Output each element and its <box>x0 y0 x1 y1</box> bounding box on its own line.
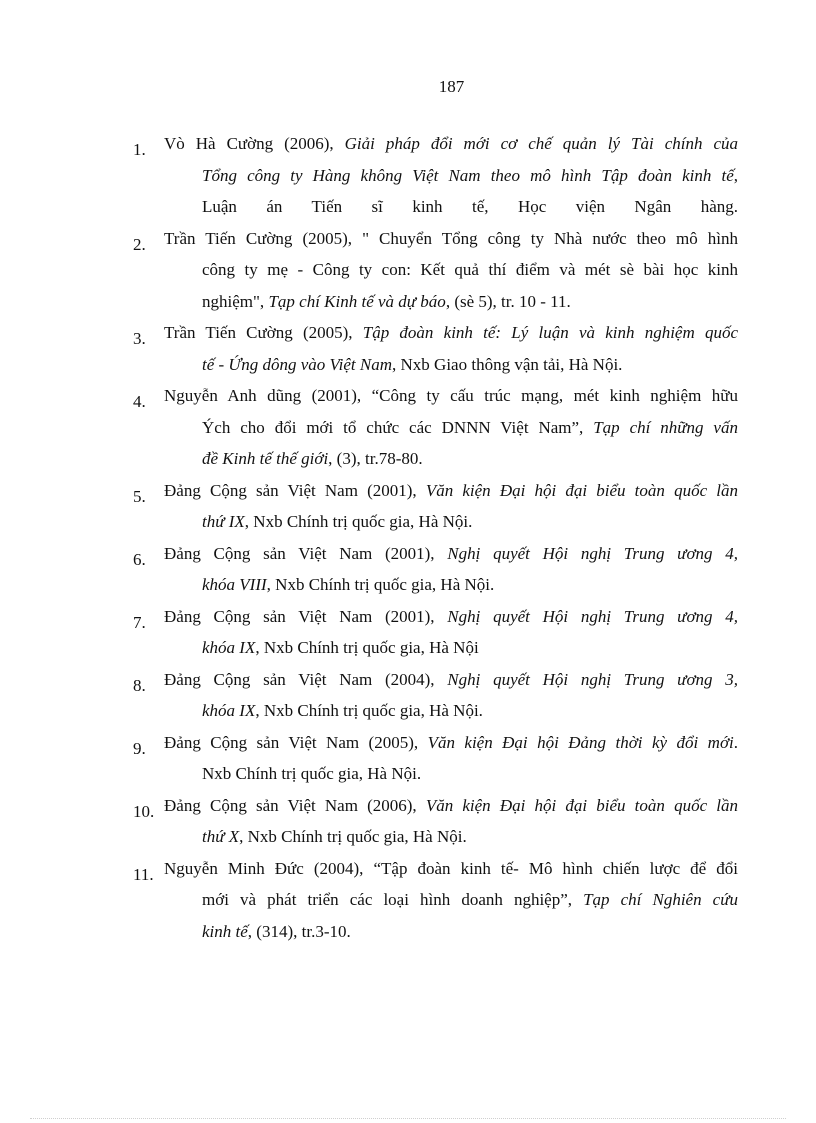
reference-text: , Nxb Chính trị quốc gia, Hà Nội. <box>255 701 483 720</box>
reference-italic-text: Tạp chí những vấn <box>593 417 738 437</box>
reference-body <box>164 538 738 601</box>
reference-text: nghiệm", <box>202 291 269 311</box>
reference-text: , Nxb Chính trị quốc gia, Hà Nội. <box>244 512 473 531</box>
reference-italic-text: tế - Ứng dông vào Việt Nam <box>202 354 393 374</box>
reference-italic-text: khóa VIII <box>202 575 267 594</box>
reference-item <box>0 317 816 380</box>
reference-continuation-line <box>164 254 738 286</box>
reference-number: 10. <box>133 801 155 821</box>
reference-italic-text: Văn kiện Đại hội đại biểu toàn quốc lần <box>425 795 738 815</box>
reference-body <box>164 317 738 380</box>
reference-item <box>0 664 816 727</box>
reference-first-line <box>164 853 738 885</box>
reference-number: 3. <box>133 329 146 348</box>
reference-continuation-line <box>164 191 738 223</box>
reference-italic-text: khóa IX <box>202 638 256 657</box>
reference-italic-text: khóa IX <box>202 701 256 720</box>
reference-item <box>0 475 816 538</box>
reference-text: mới và phát triển các loại hình doanh nghiệp”, <box>202 890 584 909</box>
reference-text: , (314), tr.3-10. <box>247 921 351 941</box>
reference-first-line <box>164 380 738 412</box>
reference-item <box>0 727 816 790</box>
reference-body <box>164 853 738 948</box>
reference-italic-text: Tạp chí Nghiên cứu <box>583 890 738 909</box>
reference-text: . <box>733 732 738 752</box>
reference-body <box>164 790 738 853</box>
reference-continuation-line <box>164 758 738 790</box>
reference-first-line <box>164 475 738 507</box>
reference-list <box>0 128 816 947</box>
reference-italic-text: Tổng công ty Hàng không Việt Nam theo mô hình Tập đoàn kinh tế <box>202 165 734 185</box>
reference-first-line <box>164 128 738 160</box>
reference-italic-text: Văn kiện Đại hội Đảng thời kỳ đổi mới <box>427 732 734 752</box>
page-number: 187 <box>438 77 465 96</box>
reference-continuation-line <box>164 160 738 192</box>
reference-italic-text: đề Kinh tế thế giới <box>202 449 329 468</box>
reference-italic-text: Nghị quyết Hội nghị Trung ương 4, <box>447 606 738 626</box>
reference-italic-text: Nghị quyết Hội nghị Trung ương 3, <box>447 669 738 689</box>
reference-italic-text: Tập đoàn kinh tế: Lý luận và kinh nghiệm quốc <box>362 323 739 342</box>
reference-text: Đảng Cộng sản Việt Nam (2005), <box>164 732 428 752</box>
reference-text: , Nxb Giao thông vận tải, Hà Nội. <box>392 354 623 374</box>
reference-number: 4. <box>133 392 146 411</box>
reference-text: Đảng Cộng sản Việt Nam (2006), <box>164 795 426 815</box>
reference-continuation-line <box>164 916 738 948</box>
reference-continuation-line <box>164 443 738 475</box>
reference-first-line <box>164 664 738 696</box>
reference-continuation-line <box>164 884 738 916</box>
reference-text: , Nxb Chính trị quốc gia, Hà Nội. <box>266 575 495 594</box>
reference-number: 11. <box>133 864 154 884</box>
reference-body <box>164 664 738 727</box>
reference-item <box>0 790 816 853</box>
reference-continuation-line <box>164 569 738 601</box>
reference-number: 1. <box>133 140 146 159</box>
reference-italic-text: Văn kiện Đại hội đại biểu toàn quốc lần <box>425 480 738 500</box>
reference-italic-text: kinh tế <box>202 921 248 941</box>
reference-item <box>0 128 816 223</box>
reference-text: Trần Tiến Cường (2005), <box>164 323 363 342</box>
reference-italic-text: Giải pháp đổi mới cơ chế quản lý Tài chính của <box>344 134 738 153</box>
reference-first-line <box>164 790 738 822</box>
reference-text: , (sè 5), tr. 10 - 11. <box>445 291 571 311</box>
reference-item <box>0 538 816 601</box>
reference-body <box>164 223 738 318</box>
reference-italic-text: thứ IX <box>202 512 245 531</box>
reference-text: Nguyễn Minh Đức (2004), “Tập đoàn kinh tế- Mô hình chiến lược để đổi <box>164 858 738 878</box>
reference-body <box>164 601 738 664</box>
reference-text: Đảng Cộng sản Việt Nam (2004), <box>164 669 448 689</box>
reference-item <box>0 223 816 318</box>
reference-text: , <box>733 165 738 185</box>
reference-text: Ých cho đổi mới tổ chức các DNNN Việt Nam”, <box>202 417 594 437</box>
reference-italic-text: Nghị quyết Hội nghị Trung ương 4, <box>447 543 738 563</box>
reference-text: , Nxb Chính trị quốc gia, Hà Nội <box>255 638 479 657</box>
reference-item <box>0 853 816 948</box>
reference-italic-text: thứ X <box>202 827 240 846</box>
reference-number: 8. <box>133 675 146 695</box>
reference-body <box>164 128 738 223</box>
reference-text: Đảng Cộng sản Việt Nam (2001), <box>164 480 426 500</box>
reference-first-line <box>164 538 738 570</box>
reference-continuation-line <box>164 286 738 318</box>
reference-italic-text: Tạp chí Kinh tế và dự báo <box>268 291 446 311</box>
reference-continuation-line <box>164 695 738 727</box>
reference-body <box>164 475 738 538</box>
reference-continuation-line <box>164 349 738 381</box>
reference-number: 6. <box>133 549 146 569</box>
reference-text: Nguyễn Anh dũng (2001), “Công ty cấu trúc mạng, mét kinh nghiệm hữu <box>164 386 738 405</box>
reference-text: Đảng Cộng sản Việt Nam (2001), <box>164 543 448 563</box>
reference-text: , (3), tr.78-80. <box>328 449 423 468</box>
reference-continuation-line <box>164 412 738 444</box>
reference-text: công ty mẹ - Công ty con: Kết quả thí điểm và mét sè bài học kinh <box>202 260 738 279</box>
reference-first-line <box>164 727 738 759</box>
reference-text: Đảng Cộng sản Việt Nam (2001), <box>164 606 448 626</box>
reference-continuation-line <box>164 632 738 664</box>
reference-text: Trần Tiến Cường (2005), " Chuyển Tổng công ty Nhà nước theo mô hình <box>164 228 738 248</box>
reference-text: Vò Hà Cường (2006), <box>164 134 345 153</box>
reference-first-line <box>164 317 738 349</box>
reference-body <box>164 380 738 475</box>
reference-number: 7. <box>133 612 146 632</box>
reference-first-line <box>164 601 738 633</box>
reference-text: Luận án Tiến sĩ kinh tế, Học viện Ngân hàng. <box>202 197 738 216</box>
reference-item <box>0 601 816 664</box>
reference-continuation-line <box>164 821 738 853</box>
reference-body <box>164 727 738 790</box>
reference-first-line <box>164 223 738 255</box>
page-bottom-edge <box>30 1118 786 1119</box>
reference-text: Nxb Chính trị quốc gia, Hà Nội. <box>202 764 422 783</box>
reference-item <box>0 380 816 475</box>
reference-number: 9. <box>133 738 146 758</box>
reference-number: 2. <box>133 234 146 254</box>
reference-number: 5. <box>133 486 146 506</box>
reference-continuation-line <box>164 506 738 538</box>
reference-text: , Nxb Chính trị quốc gia, Hà Nội. <box>239 827 467 846</box>
